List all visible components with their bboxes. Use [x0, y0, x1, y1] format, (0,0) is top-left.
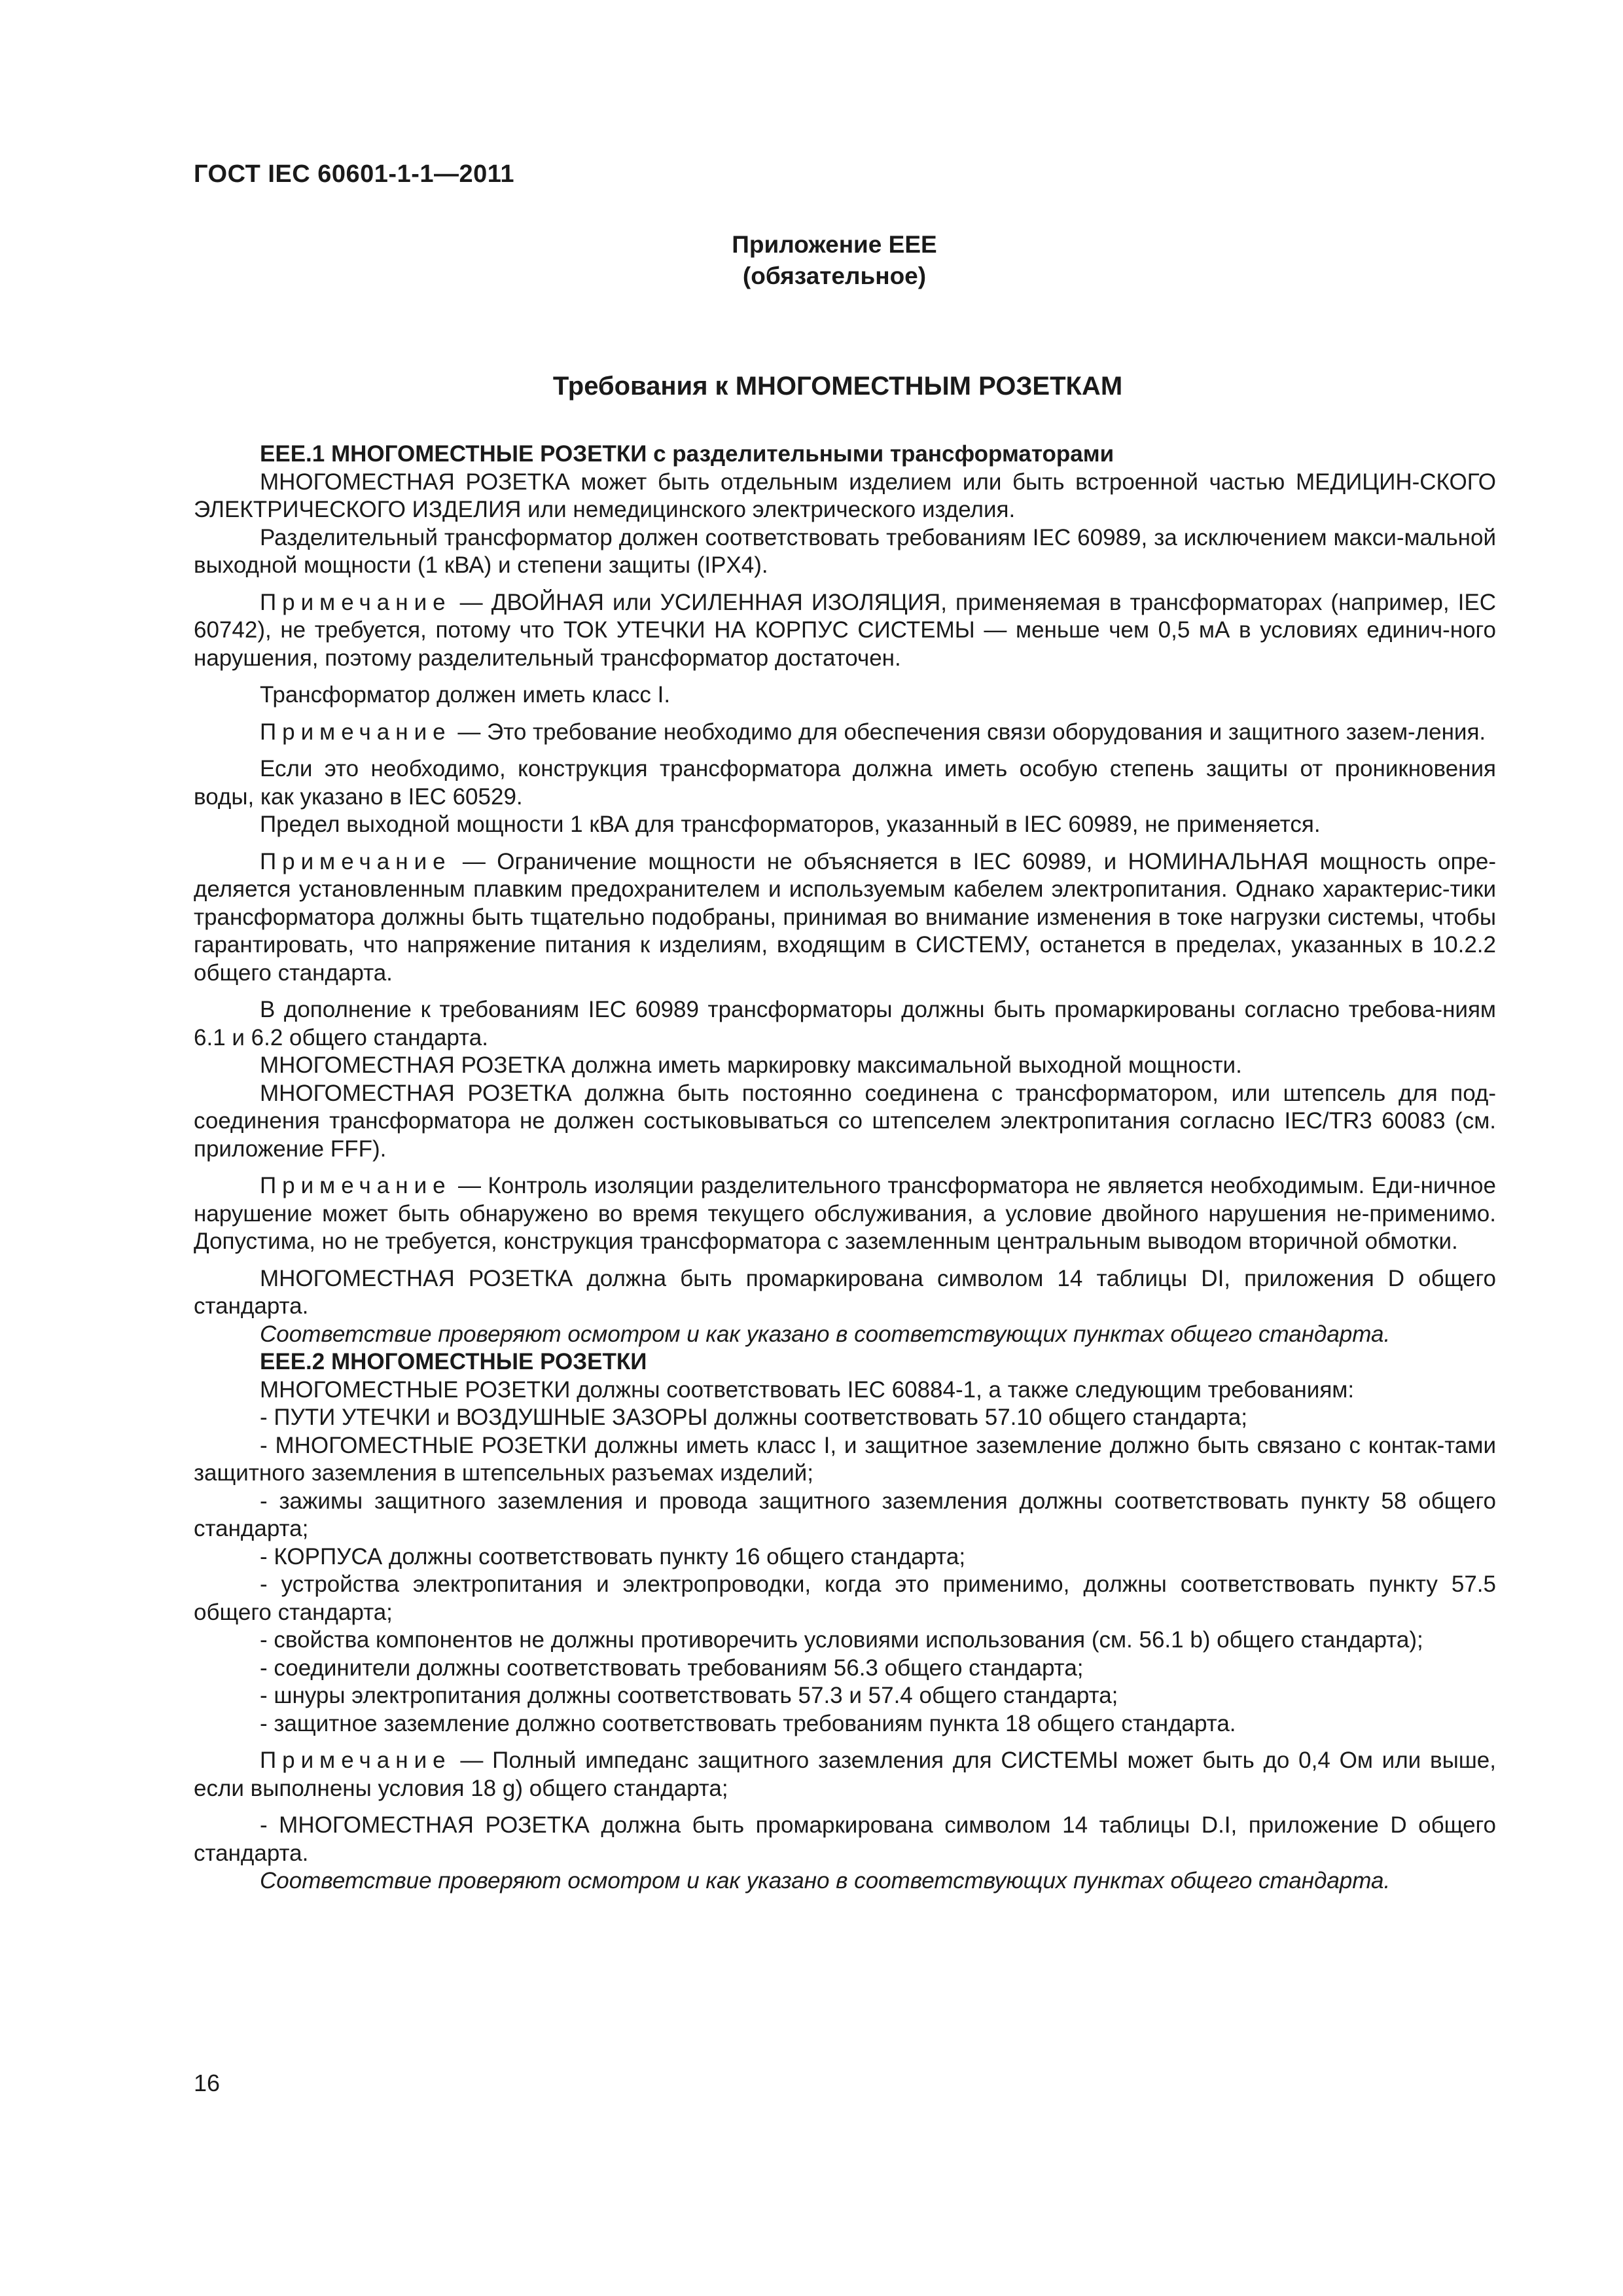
note-text: — Ограничение мощности не объясняется в IEC 60989, и НОМИНАЛЬНАЯ мощность опре-деляется установленным плавким предохранителем и используемым кабелем электропитания. Однако характерис-тики трансформатора должны быть тщательно подобраны, принимая во внимание изменения в токе нагрузки системы, чтобы гарантировать, что напряжение питания к изделиям, входящим в СИСТЕМУ, останется в пределах, указанных в 10.2.2 общего стандарта.	[194, 848, 1496, 986]
paragraph: МНОГОМЕСТНЫЕ РОЗЕТКИ должны соответствовать IEC 60884-1, а также следующим требованиям:	[260, 1376, 1355, 1403]
note-label: Примечание	[260, 1173, 452, 1198]
paragraph: Если это необходимо, конструкция трансформатора должна иметь особую степень защиты от проникновения воды, как указано в IEC 60529.	[194, 756, 1496, 810]
list-item: - зажимы защитного заземления и провода защитного заземления должны соответствовать пункту 58 общего стандарта;	[194, 1488, 1496, 1541]
note-text: — Полный импеданс защитного заземления для СИСТЕМЫ может быть до 0,4 Ом или выше, если выполнены условия 18 g) общего стандарта;	[194, 1748, 1496, 1801]
compliance-statement: Соответствие проверяют осмотром и как указано в соответствующих пунктах общего стандарта.	[260, 1868, 1391, 1893]
note-text: — ДВОЙНАЯ или УСИЛЕННАЯ ИЗОЛЯЦИЯ, применяемая в трансформаторах (например, IEC 60742), не требуется, потому что ТОК УТЕЧКИ НА КОРПУС СИСТЕМЫ — меньше чем 0,5 мА в условиях единич-ного нарушения, поэтому разделительный трансформатор достаточен.	[194, 589, 1496, 671]
note-label: Примечание	[260, 1748, 452, 1773]
compliance-statement: Соответствие проверяют осмотром и как указано в соответствующих пунктах общего стандарта.	[260, 1321, 1391, 1347]
document-body	[194, 440, 1496, 1895]
list-item: - свойства компонентов не должны противоречить условиями использования (см. 56.1 b) общего стандарта);	[260, 1627, 1423, 1653]
page-number: 16	[194, 2070, 221, 2096]
list-item: - соединители должны соответствовать требованиям 56.3 общего стандарта;	[260, 1655, 1084, 1681]
note-label: Примечание	[260, 848, 452, 874]
note-label: Примечание	[260, 589, 452, 615]
annex-title: Приложение ЕЕЕ	[732, 231, 937, 258]
list-item: - защитное заземление должно соответствовать требованиям пункта 18 общего стандарта.	[260, 1710, 1236, 1736]
list-item: - МНОГОМЕСТНЫЕ РОЗЕТКИ должны иметь класс I, и защитное заземление должно быть связано с контак-тами защитного заземления в штепсельных разъемах изделий;	[194, 1432, 1496, 1486]
standard-designation: ГОСТ IEC 60601-1-1—2011	[194, 160, 514, 188]
paragraph: МНОГОМЕСТНАЯ РОЗЕТКА должна иметь маркировку максимальной выходной мощности.	[260, 1052, 1242, 1078]
paragraph: МНОГОМЕСТНАЯ РОЗЕТКА должна быть постоянно соединена с трансформатором, или штепсель для под-соединения трансформатора не должен состыковываться со штепселем электропитания согласно IEC/TR3 60083 (см. приложение FFF).	[194, 1080, 1496, 1162]
list-item: - устройства электропитания и электропроводки, когда это применимо, должны соответствовать пункту 57.5 общего стандарта;	[194, 1571, 1496, 1625]
list-item: - ПУТИ УТЕЧКИ и ВОЗДУШНЫЕ ЗАЗОРЫ должны соответствовать 57.10 общего стандарта;	[260, 1405, 1247, 1430]
note-paragraph	[194, 719, 1496, 747]
annex-status: (обязательное)	[742, 262, 927, 289]
paragraph: МНОГОМЕСТНАЯ РОЗЕТКА может быть отдельным изделием или быть встроенной частью МЕДИЦИН-СКОГО ЭЛЕКТРИЧЕСКОГО ИЗДЕЛИЯ или немедицинского электрического изделия.	[194, 469, 1496, 522]
list-item: - шнуры электропитания должны соответствовать 57.3 и 57.4 общего стандарта;	[260, 1683, 1118, 1708]
note-label: Примечание	[260, 719, 452, 745]
section-heading-eee1: ЕЕЕ.1 МНОГОМЕСТНЫЕ РОЗЕТКИ с разделительными трансформаторами	[260, 441, 1115, 467]
paragraph: МНОГОМЕСТНАЯ РОЗЕТКА должна быть промаркирована символом 14 таблицы DI, приложения D общего стандарта.	[194, 1265, 1496, 1319]
note-paragraph	[194, 589, 1496, 673]
paragraph: - МНОГОМЕСТНАЯ РОЗЕТКА должна быть промаркирована символом 14 таблицы D.I, приложение D общего стандарта.	[194, 1812, 1496, 1866]
paragraph: Разделительный трансформатор должен соответствовать требованиям IEC 60989, за исключением макси-мальной выходной мощности (1 кВА) и степени защиты (IPX4).	[194, 524, 1496, 578]
page-title: Требования к МНОГОМЕСТНЫМ РОЗЕТКАМ	[552, 372, 1123, 401]
paragraph: Предел выходной мощности 1 кВА для трансформаторов, указанный в IEC 60989, не применяется.	[260, 812, 1321, 837]
annex-heading	[0, 229, 1623, 292]
note-paragraph	[194, 1172, 1496, 1256]
paragraph: В дополнение к требованиям IEC 60989 трансформаторы должны быть промаркированы согласно требова-ниям 6.1 и 6.2 общего стандарта.	[194, 997, 1496, 1050]
section-heading-eee2: ЕЕЕ.2 МНОГОМЕСТНЫЕ РОЗЕТКИ	[260, 1349, 647, 1374]
paragraph: Трансформатор должен иметь класс I.	[260, 682, 671, 708]
note-paragraph	[194, 1747, 1496, 1803]
note-paragraph	[194, 848, 1496, 988]
note-text: — Контроль изоляции разделительного трансформатора не является необходимым. Еди-ничное нарушение может быть обнаружено во время текущего обслуживания, а условие двойного нарушения не-применимо. Допустима, но не требуется, конструкция трансформатора с заземленным центральным выводом вторичной обмотки.	[194, 1173, 1496, 1254]
note-text: — Это требование необходимо для обеспечения связи оборудования и защитного зазем-ления.	[451, 719, 1486, 745]
list-item: - КОРПУСА должны соответствовать пункту 16 общего стандарта;	[260, 1543, 966, 1570]
